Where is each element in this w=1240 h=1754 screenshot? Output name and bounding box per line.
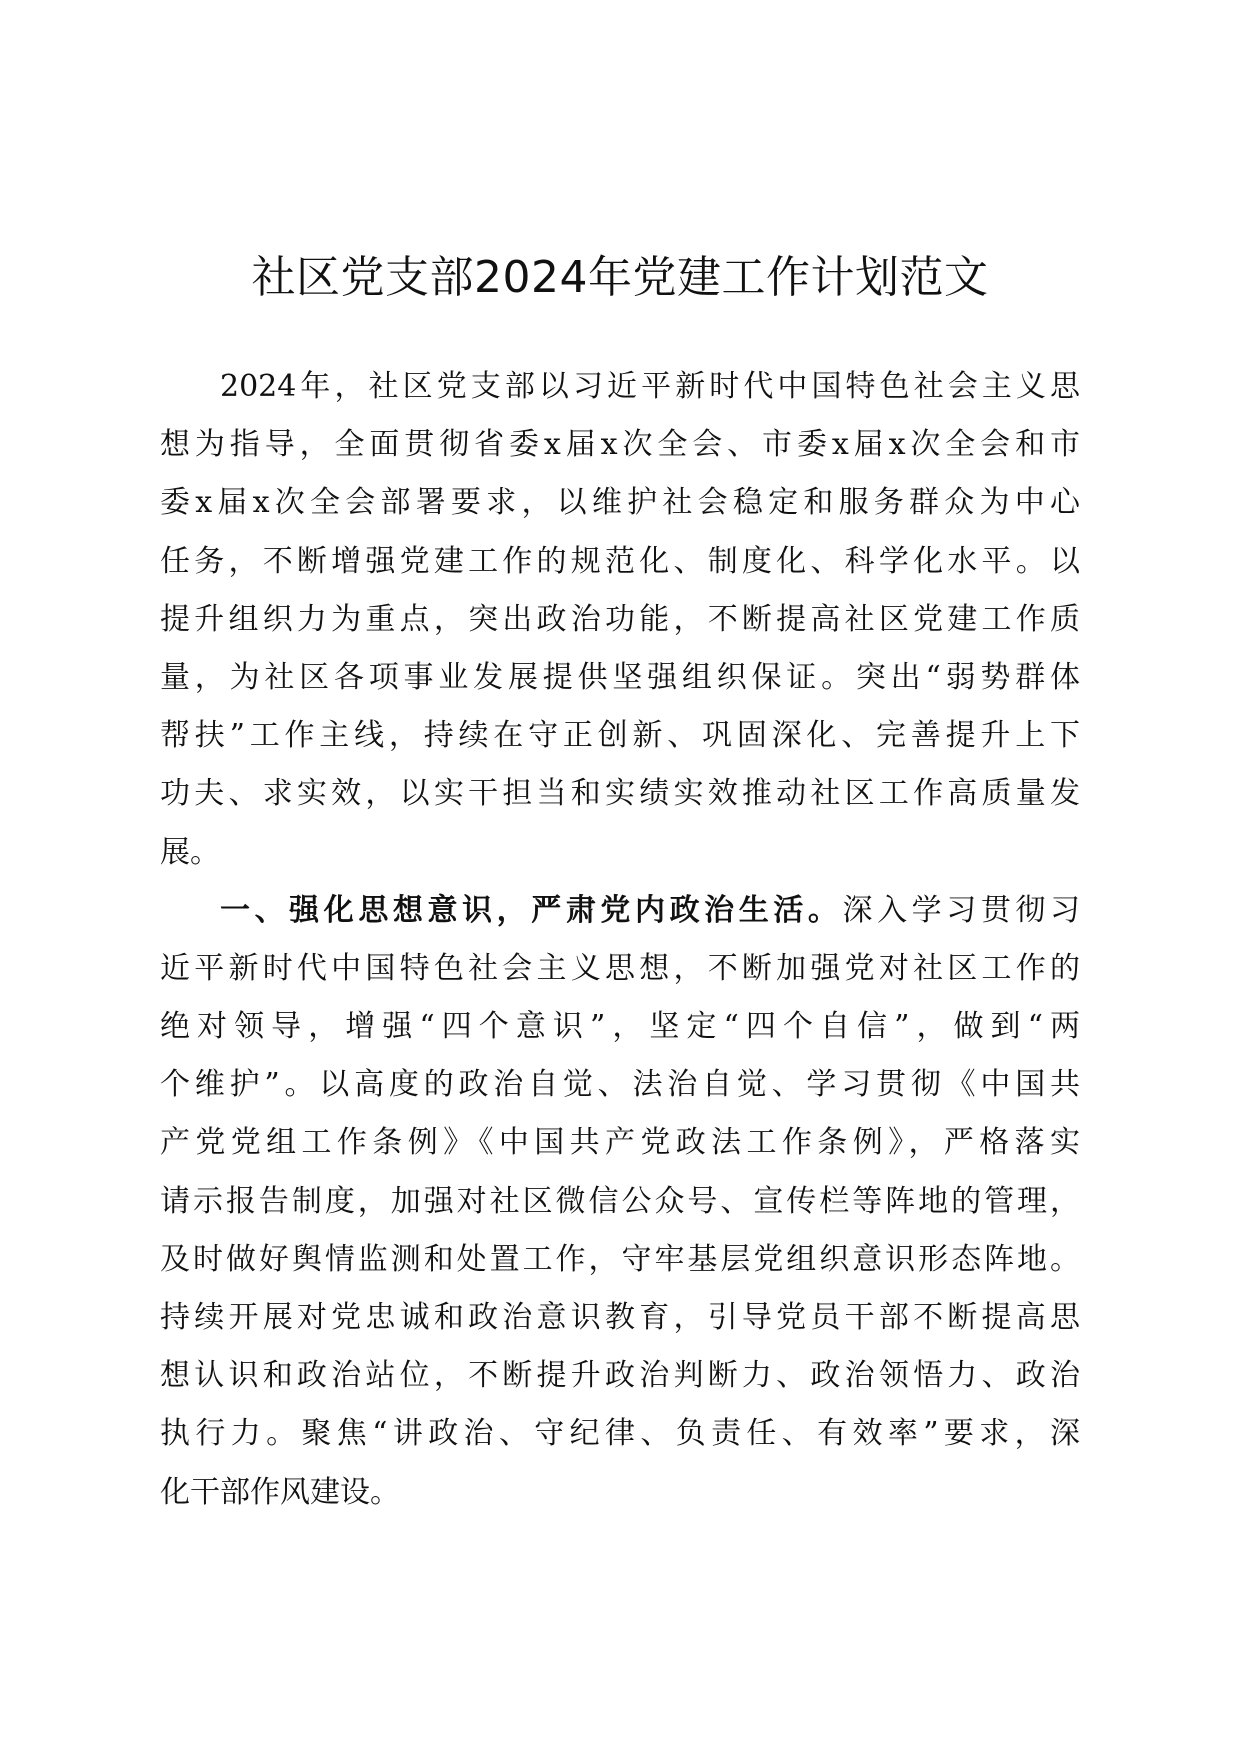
section-1-line-4: 个维护”。以高度的政治自觉、法治自觉、学习贯彻《中国共 [160, 1067, 1080, 1103]
section-1-line-5: 产党党组工作条例》《中国共产党政法工作条例》，严格落实 [160, 1125, 1080, 1161]
intro-line-9: 展。 [160, 834, 220, 870]
section-1-paragraph [160, 882, 1080, 1522]
intro-line-5: 提升组织力为重点，突出政治功能，不断提高社区党建工作质 [160, 601, 1080, 637]
intro-line-4: 任务，不断增强党建工作的规范化、制度化、科学化水平。以 [160, 543, 1080, 579]
section-1-line-11: 化干部作风建设。 [160, 1474, 400, 1510]
section-1-line-6: 请示报告制度，加强对社区微信公众号、宣传栏等阵地的管理， [160, 1183, 1080, 1219]
intro-line-8: 功夫、求实效，以实干担当和实绩实效推动社区工作高质量发 [160, 776, 1080, 812]
section-1-line-10: 执行力。聚焦“讲政治、守纪律、负责任、有效率”要求，深 [160, 1416, 1080, 1452]
section-1-line-7: 及时做好舆情监测和处置工作，守牢基层党组织意识形态阵地。 [160, 1241, 1080, 1277]
intro-line-6: 量，为社区各项事业发展提供坚强组织保证。突出“弱势群体 [160, 659, 1080, 695]
intro-paragraph [160, 358, 1080, 882]
section-1-line-1 [160, 882, 1080, 940]
section-1-line-8: 持续开展对党忠诚和政治意识教育，引导党员干部不断提高思 [160, 1300, 1080, 1335]
document-title: 社区党支部2024年党建工作计划范文 [251, 252, 989, 303]
document-body [160, 358, 1080, 1522]
section-1-line-2: 近平新时代中国特色社会主义思想，不断加强党对社区工作的 [160, 950, 1080, 986]
section-1-heading: 一、强化思想意识，严肃党内政治生活。 [220, 892, 843, 928]
section-1-line-3: 绝对领导，增强“四个意识”，坚定“四个自信”，做到“两 [160, 1009, 1080, 1045]
section-1-line-9: 想认识和政治站位，不断提升政治判断力、政治领悟力、政治 [160, 1358, 1080, 1394]
section-1-first-line-text: 深入学习贯彻习 [842, 892, 1080, 928]
intro-line-7: 帮扶”工作主线，持续在守正创新、巩固深化、完善提升上下 [160, 718, 1080, 754]
intro-line-3: 委x届x次全会部署要求，以维护社会稳定和服务群众为中心 [160, 485, 1080, 521]
intro-line-2: 想为指导，全面贯彻省委x届x次全会、市委x届x次全会和市 [160, 427, 1080, 463]
intro-line-1: 2024年，社区党支部以习近平新时代中国特色社会主义思 [220, 369, 1080, 404]
